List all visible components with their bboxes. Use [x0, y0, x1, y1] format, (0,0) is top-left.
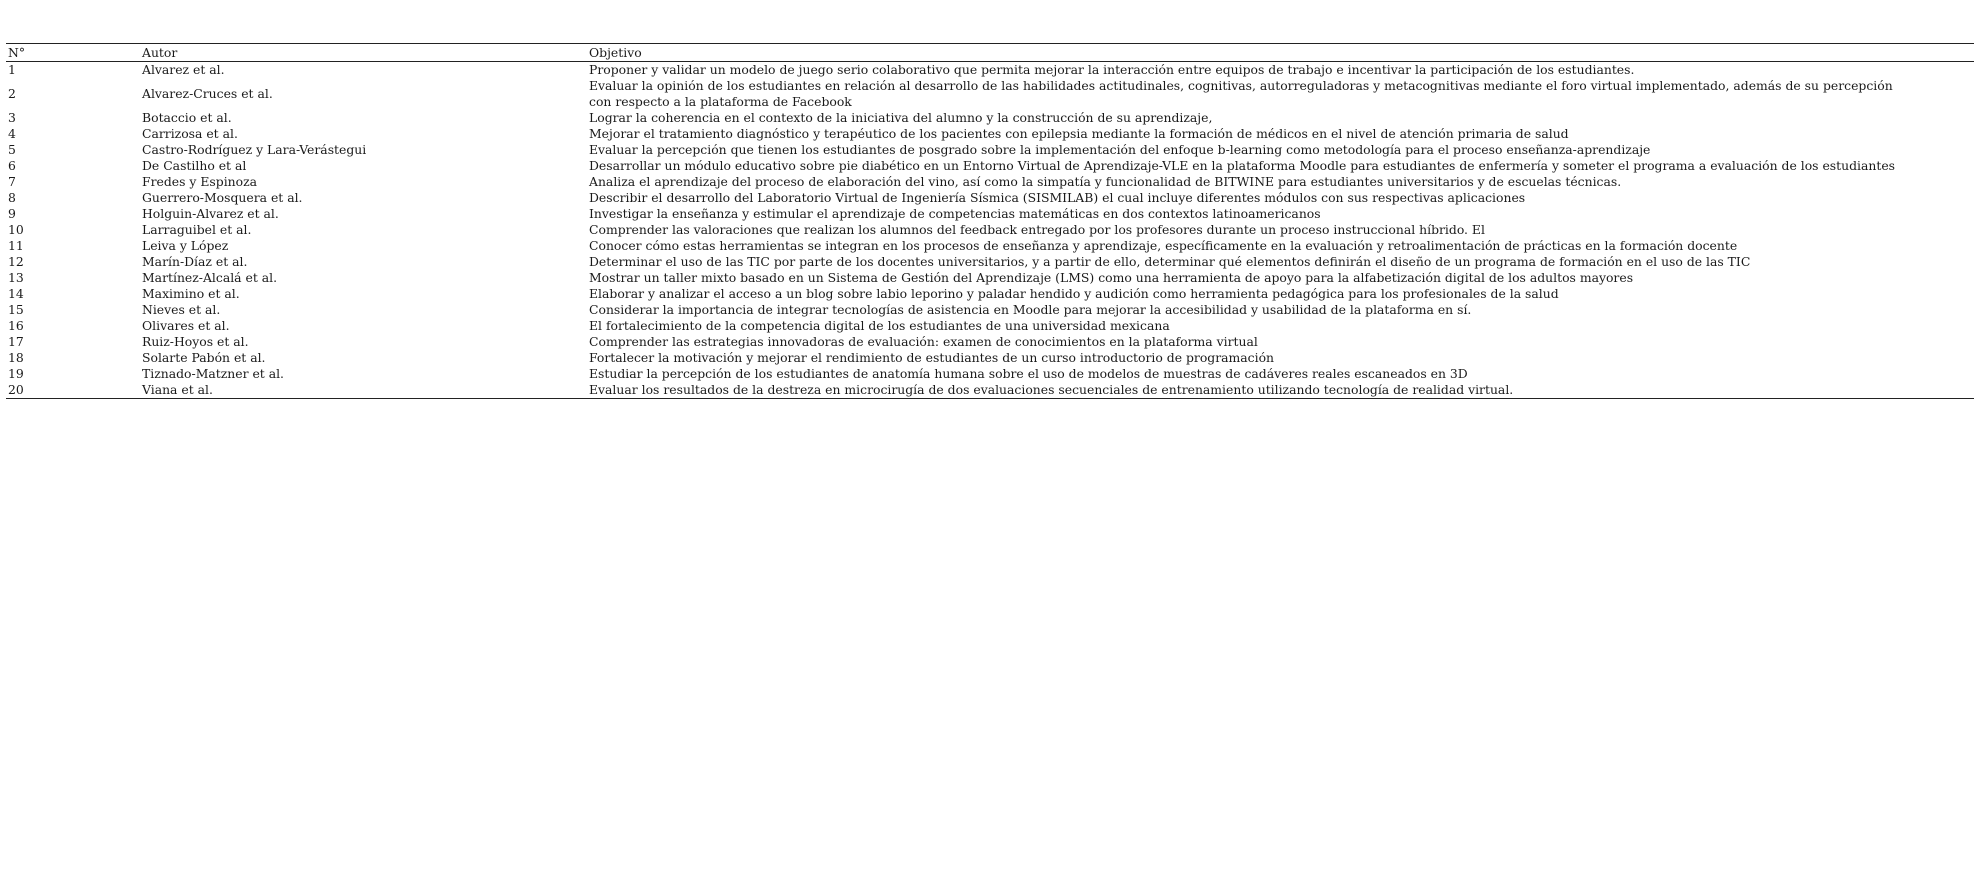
row-number: 12	[8, 254, 24, 269]
table-row	[6, 334, 1974, 350]
row-objetivo: Fortalecer la motivación y mejorar el rendimiento de estudiantes de un curso introductorio de programación	[589, 350, 1275, 365]
row-autor: Alvarez et al.	[142, 62, 225, 77]
row-number: 3	[8, 110, 16, 125]
row-autor: Maximino et al.	[142, 286, 240, 301]
row-objetivo: Considerar la importancia de integrar tecnologías de asistencia en Moodle para mejorar la accesibilidad y usabilidad de la plataforma en sí.	[589, 302, 1472, 317]
row-number: 7	[8, 174, 16, 189]
row-objetivo: Comprender las estrategias innovadoras de evaluación: examen de conocimientos en la plataforma virtual	[589, 334, 1258, 349]
row-number: 1	[8, 62, 16, 77]
row-objetivo: Evaluar la opinión de los estudiantes en relación al desarrollo de las habilidades actitudinales, cognitivas, autorreguladoras y metacognitivas mediante el foro virtual implementado, además de su percepción con respecto a la plataforma de Facebook	[589, 78, 1893, 109]
table-row	[6, 302, 1974, 318]
row-number: 4	[8, 126, 16, 141]
row-objetivo: Estudiar la percepción de los estudiantes de anatomía humana sobre el uso de modelos de muestras de cadáveres reales escaneados en 3D	[589, 366, 1468, 381]
row-objetivo: Lograr la coherencia en el contexto de la iniciativa del alumno y la construcción de su aprendizaje,	[589, 110, 1213, 125]
row-autor: Fredes y Espinoza	[142, 174, 258, 189]
row-objetivo: Investigar la enseñanza y estimular el aprendizaje de competencias matemáticas en dos contextos latinoamericanos	[589, 206, 1321, 221]
row-objetivo: Evaluar los resultados de la destreza en microcirugía de dos evaluaciones secuenciales de entrenamiento utilizando tecnología de realidad virtual.	[589, 382, 1514, 397]
row-autor: Martínez-Alcalá et al.	[142, 270, 278, 285]
row-objetivo: Comprender las valoraciones que realizan los alumnos del feedback entregado por los profesores durante un proceso instruccional híbrido. El	[589, 222, 1485, 237]
row-number: 6	[8, 158, 16, 173]
row-autor: De Castilho et al	[142, 158, 247, 173]
row-number: 20	[8, 382, 24, 397]
row-objetivo: El fortalecimiento de la competencia digital de los estudiantes de una universidad mexicana	[589, 318, 1170, 333]
table-row	[6, 366, 1974, 382]
row-autor: Nieves et al.	[142, 302, 221, 317]
table-row	[6, 238, 1974, 254]
row-objetivo: Analiza el aprendizaje del proceso de elaboración del vino, así como la simpatía y funcionalidad de BITWINE para estudiantes universitarios y de escuelas técnicas.	[589, 174, 1622, 189]
row-autor: Marín-Díaz et al.	[142, 254, 248, 269]
row-autor: Olivares et al.	[142, 318, 230, 333]
table-row	[6, 350, 1974, 366]
table-header	[6, 44, 1974, 62]
table-row	[6, 254, 1974, 270]
row-autor: Castro-Rodríguez y Lara-Verástegui	[142, 142, 367, 157]
table-row	[6, 286, 1974, 302]
row-number: 17	[8, 334, 24, 349]
table-row	[6, 126, 1974, 142]
table-row	[6, 206, 1974, 222]
row-autor: Leiva y López	[142, 238, 229, 253]
table-row	[6, 110, 1974, 126]
table-row	[6, 78, 1974, 110]
row-autor: Guerrero-Mosquera et al.	[142, 190, 303, 205]
table-row	[6, 62, 1974, 79]
table-row	[6, 318, 1974, 334]
row-autor: Tiznado-Matzner et al.	[142, 366, 284, 381]
header-row	[6, 44, 1974, 62]
row-number: 19	[8, 366, 24, 381]
row-number: 16	[8, 318, 24, 333]
table-row	[6, 382, 1974, 399]
row-number: 9	[8, 206, 16, 221]
row-number: 11	[8, 238, 24, 253]
row-number: 18	[8, 350, 24, 365]
header-number: N°	[8, 45, 26, 60]
table-row	[6, 174, 1974, 190]
row-autor: Viana et al.	[142, 382, 213, 397]
row-number: 10	[8, 222, 24, 237]
row-number: 2	[8, 86, 16, 101]
row-objetivo: Elaborar y analizar el acceso a un blog sobre labio leporino y paladar hendido y audición como herramienta pedagógica para los profesionales de la salud	[589, 286, 1559, 301]
row-objetivo: Describir el desarrollo del Laboratorio Virtual de Ingeniería Sísmica (SISMILAB) el cual incluye diferentes módulos con sus respectivas aplicaciones	[589, 190, 1526, 205]
row-objetivo: Determinar el uso de las TIC por parte de los docentes universitarios, y a partir de ello, determinar qué elementos definirán el diseño de un programa de formación en el uso de las TIC	[589, 254, 1751, 269]
row-objetivo: Mejorar el tratamiento diagnóstico y terapéutico de los pacientes con epilepsia mediante la formación de médicos en el nivel de atención primaria de salud	[589, 126, 1569, 141]
table-row	[6, 222, 1974, 238]
row-autor: Carrizosa et al.	[142, 126, 238, 141]
table-row	[6, 142, 1974, 158]
row-objetivo: Evaluar la percepción que tienen los estudiantes de posgrado sobre la implementación del enfoque b-learning como metodología para el proceso enseñanza-aprendizaje	[589, 142, 1651, 157]
row-autor: Alvarez-Cruces et al.	[142, 86, 273, 101]
objectives-table	[6, 43, 1974, 399]
row-number: 8	[8, 190, 16, 205]
header-autor: Autor	[142, 45, 178, 60]
row-number: 14	[8, 286, 24, 301]
table-row	[6, 158, 1974, 174]
row-autor: Solarte Pabón et al.	[142, 350, 266, 365]
row-objetivo: Desarrollar un módulo educativo sobre pie diabético en un Entorno Virtual de Aprendizaje-VLE en la plataforma Moodle para estudiantes de enfermería y someter el programa a evaluación de los estudiantes	[589, 158, 1896, 173]
row-objetivo: Proponer y validar un modelo de juego serio colaborativo que permita mejorar la interacción entre equipos de trabajo e incentivar la participación de los estudiantes.	[589, 62, 1635, 77]
row-autor: Larraguibel et al.	[142, 222, 252, 237]
row-number: 13	[8, 270, 24, 285]
row-autor: Ruiz-Hoyos et al.	[142, 334, 249, 349]
row-number: 5	[8, 142, 16, 157]
objectives-table-wrapper	[6, 43, 1974, 399]
row-autor: Holguin-Alvarez et al.	[142, 206, 279, 221]
row-autor: Botaccio et al.	[142, 110, 232, 125]
table-row	[6, 190, 1974, 206]
header-objetivo: Objetivo	[589, 45, 642, 60]
row-objetivo: Mostrar un taller mixto basado en un Sistema de Gestión del Aprendizaje (LMS) como una herramienta de apoyo para la alfabetización digital de los adultos mayores	[589, 270, 1634, 285]
row-objetivo: Conocer cómo estas herramientas se integran en los procesos de enseñanza y aprendizaje, específicamente en la evaluación y retroalimentación de prácticas en la formación docente	[589, 238, 1738, 253]
row-number: 15	[8, 302, 24, 317]
table-body	[6, 62, 1974, 399]
table-row	[6, 270, 1974, 286]
